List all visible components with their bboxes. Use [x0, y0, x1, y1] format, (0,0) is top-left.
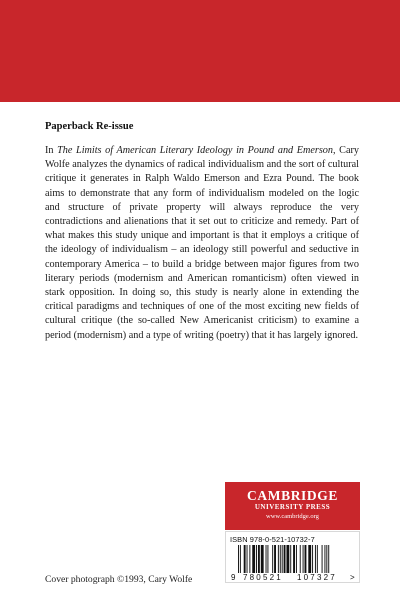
publisher-name: CAMBRIDGE [247, 488, 338, 503]
publisher-subtitle: UNIVERSITY PRESS [254, 503, 331, 511]
barcode-digits-right: 107327 [297, 573, 337, 582]
publisher-logo [225, 482, 360, 530]
barcode-digits-left: 780521 [243, 573, 283, 582]
barcode-panel [225, 531, 360, 583]
blurb-intro: In [45, 145, 58, 156]
section-label: Paperback Re-issue [45, 121, 134, 132]
cover-photo-credit: Cover photograph ©1993, Cary Wolfe [45, 574, 193, 585]
publisher-url: www.cambridge.org [266, 513, 319, 520]
barcode-end-mark: > [350, 573, 355, 582]
book-title: The Limits of American Literary Ideology in Pound and Emerson [57, 145, 333, 156]
isbn-label: ISBN 978-0-521-10732-7 [230, 535, 315, 544]
barcode-icon [230, 545, 357, 575]
top-red-band [0, 0, 400, 102]
barcode-digit-first: 9 [231, 573, 236, 582]
back-cover-blurb [45, 144, 359, 343]
blurb-body: , Cary Wolfe analyzes the dynamics of radical individualism and the sort of cultural critique it generates in Ralph Waldo Emerson and Ezra Pound. The book aims to demonstrate that any form of individualism modeled on the logic and structure of private property will always reproduce the very contradictions and alienations that it set out to criticize and remedy. Part of what makes this study unique and important is that it employs a critique of the ideology of individualism – an ideology still powerful and seductive in contemporary America – to build a bridge between major figures from two literary periods (modernism and American romanticism) often viewed in stark opposition. In doing so, this study is nearly alone in extending the critical paradigms and techniques of one of the most exciting new fields of cultural critique (the so-called New Americanist criticism) to examine a period (modernism) and a type of writing (poetry) that it has largely ignored. [45, 145, 359, 341]
